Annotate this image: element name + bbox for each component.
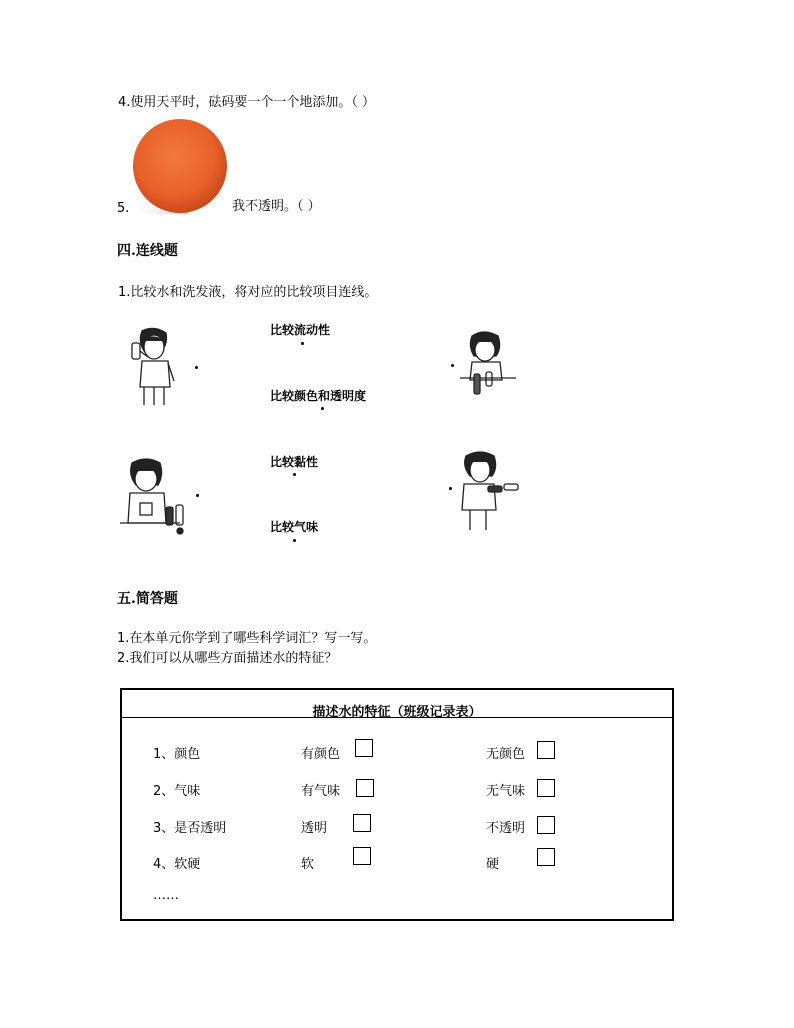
row-1-option-a: 有颜色 [301, 747, 341, 762]
row-4-option-b: 硬 [486, 857, 500, 872]
row-3-checkbox-b[interactable] [537, 816, 555, 834]
row-4-checkbox-b[interactable] [537, 848, 555, 866]
row-3-checkbox-a[interactable] [353, 814, 371, 832]
option-dot-2[interactable] [321, 407, 324, 410]
row-4-checkbox-a[interactable] [353, 847, 371, 865]
question-5-text: 我不透明。（ ） [232, 199, 321, 214]
option-flowability: 比较流动性 [270, 323, 331, 337]
option-dot-1[interactable] [301, 342, 304, 345]
section-4-title: 四.连线题 [117, 243, 178, 259]
row-3-item: 3、是否透明 [153, 821, 227, 836]
record-table [120, 688, 674, 921]
row-2-checkbox-a[interactable] [356, 779, 374, 797]
section-4-question-1: 1.比较水和洗发液，将对应的比较项目连线。 [118, 285, 378, 300]
option-viscosity: 比较黏性 [270, 455, 319, 469]
child-smelling-illustration [128, 327, 178, 407]
row-1-option-b: 无颜色 [486, 747, 526, 762]
child-with-bottles-illustration [120, 457, 190, 537]
child-shaking-bottles-illustration [458, 450, 520, 532]
row-3-option-a: 透明 [301, 821, 328, 836]
option-color-transparency: 比较颜色和透明度 [270, 389, 367, 403]
match-dot-left-1[interactable] [195, 366, 198, 369]
row-4-item: 4、软硬 [153, 857, 201, 872]
question-5-number: 5. [117, 201, 130, 216]
row-more-ellipsis: …… [153, 888, 179, 903]
row-2-checkbox-b[interactable] [537, 779, 555, 797]
section-5-question-1: 1.在本单元你学到了哪些科学词汇？写一写。 [117, 631, 377, 646]
option-dot-4[interactable] [293, 539, 296, 542]
orange-ball-image [128, 116, 232, 216]
match-dot-left-2[interactable] [196, 494, 199, 497]
question-4: 4.使用天平时，砝码要一个一个地添加。（ ） [118, 95, 376, 110]
row-2-item: 2、气味 [153, 784, 201, 799]
option-smell: 比较气味 [270, 520, 319, 534]
child-observing-illustration [456, 330, 518, 398]
section-5-title: 五.简答题 [117, 591, 178, 607]
row-2-option-a: 有气味 [301, 784, 341, 799]
match-dot-right-2[interactable] [449, 487, 452, 490]
row-1-checkbox-a[interactable] [355, 739, 373, 757]
row-4-option-a: 软 [301, 857, 315, 872]
match-dot-right-1[interactable] [451, 364, 454, 367]
section-5-question-2: 2.我们可以从哪些方面描述水的特征？ [117, 651, 338, 666]
option-dot-3[interactable] [293, 473, 296, 476]
row-1-checkbox-b[interactable] [537, 741, 555, 759]
row-3-option-b: 不透明 [486, 821, 526, 836]
row-2-option-b: 无气味 [486, 784, 526, 799]
row-1-item: 1、颜色 [153, 747, 201, 762]
record-table-title: 描述水的特征（班级记录表） [312, 705, 482, 720]
